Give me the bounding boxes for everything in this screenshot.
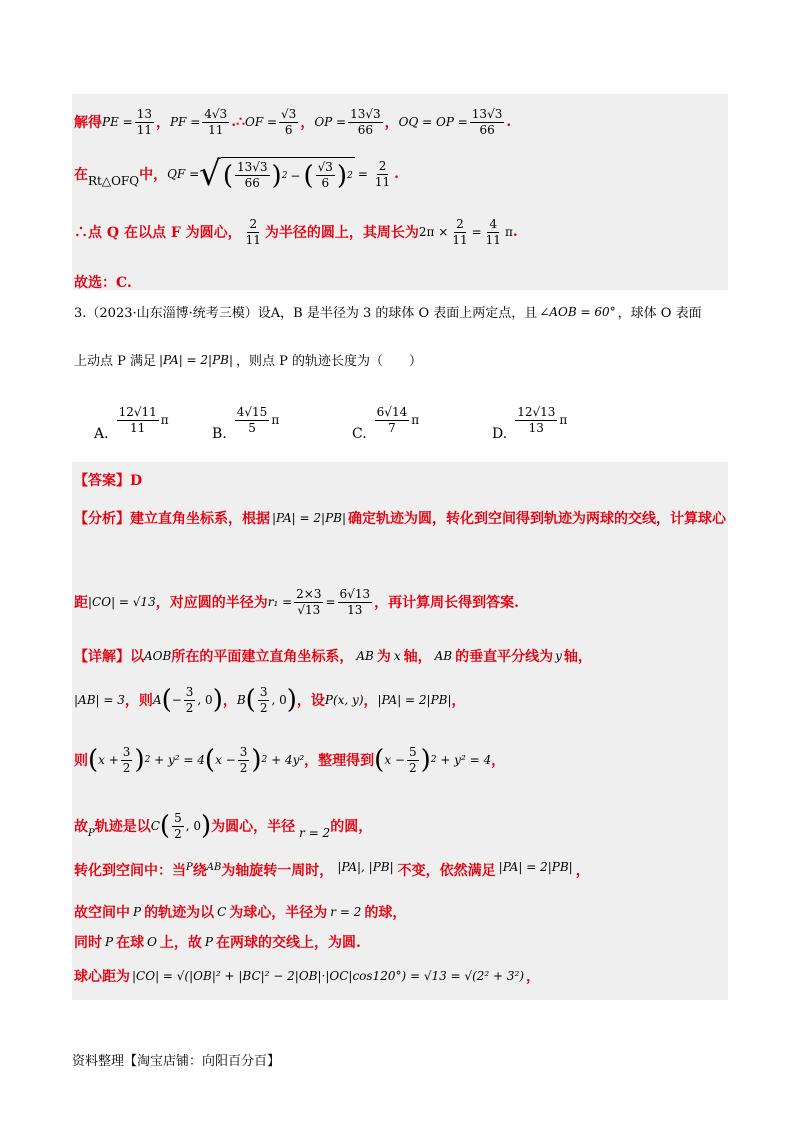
fraction: $\frac{2}{11}$ [245, 216, 261, 247]
solution-line-1: 解得 PE = $\frac{13}{11}$ ， PF = $\frac{4√3}{11}$ . ∴ OF = $\frac{√3}{6}$ ， OP = $\frac{13√3}{66}$ ， OQ = OP = $\frac{13√3}{66}$ . [74, 106, 512, 137]
fraction: $\frac{2}{11}$ [452, 216, 468, 247]
fraction: $\frac{2}{11}$ [374, 158, 391, 189]
detail-line-4: 故 P 轨迹是以 C ( $\frac{5}{2}$ , 0 ) 为圆心，半径 r = 2 的圆， [74, 810, 373, 841]
option-b[interactable]: B. $\frac{4√15}{5}$ π [212, 404, 280, 442]
detail-line-1: 【详解】以 AOB 所在的平面建立直角坐标系， AB 为 x 轴， AB 的垂直平分线为 y 轴， [74, 649, 592, 665]
option-c[interactable]: C. $\frac{6√14}{7}$ π [352, 404, 420, 442]
radical-sign: √ [199, 154, 221, 194]
answer-choice-line: 故选：C. [74, 275, 132, 291]
footer-source: 资料整理【淘宝店铺：向阳百分百】 [72, 1054, 281, 1069]
fraction: $\frac{2\times 3}{√13}$ [296, 586, 322, 617]
detail-line-2: |AB| = 3 ，则 A ( − $\frac{3}{2}$ , 0 ) ， B ( $\frac{3}{2}$ , 0 ) ，设 P(x, y) ， |PA| = 2|PB| ， [74, 684, 466, 715]
radicand: ( $\frac{13√3}{66}$ ) 2 − ( $\frac{√3}{6}$ ) 2 [221, 157, 355, 191]
question-line-2: 上动点 P 满足 |PA| = 2|PB| ，则点 P 的轨迹长度为（ ） [74, 352, 423, 369]
fraction: $\frac{√3}{6}$ [281, 106, 297, 137]
question-line-1: 3.（2023·山东淄博·统考三模）设 A，B 是半径为 3 的球体 O 表面上两定点，且 ∠AOB = 60° ，球体 O 表面 [74, 304, 702, 321]
fraction: $\frac{13√3}{66}$ [350, 106, 381, 137]
option-d[interactable]: D. $\frac{12√13}{13}$ π [492, 404, 568, 442]
detail-line-5: 转化到空间中：当 P 绕 AB 为轴旋转一周时， |PA|, |PB| 不变，依然满足 |PA| = 2|PB| ， [74, 860, 590, 879]
detail-line-8: 球心距为 |CO| = √(|OB|² + |BC|² − 2|OB|·|OC|cos120°) = √13 = √(2² + 3²) ， [74, 969, 541, 985]
solution-line-3: ∴点 Q 在以点 F 为圆心， $\frac{2}{11}$ 为半径的圆上，其周长为 2π × $\frac{2}{11}$ = $\frac{4}{11}$ π . [74, 216, 518, 247]
option-a[interactable]: A. $\frac{12√11}{11}$ π [94, 404, 169, 442]
fraction: $\frac{4√3}{11}$ [204, 106, 228, 137]
analysis-line-1: 【分析】建立直角坐标系，根据 |PA| = 2|PB| 确定轨迹为圆，转化到空间得到轨迹为两球的交线，计算球心 [74, 511, 727, 527]
detail-line-3: 则 ( x + $\frac{3}{2}$ ) 2 + y² = 4 ( x − $\frac{3}{2}$ ) 2 + 4y² ，整理得到 ( x − $\frac{5}{2}$ ) 2 + y² = 4 ， [74, 744, 506, 775]
fraction: $\frac{6√13}{13}$ [339, 586, 371, 617]
detail-line-7: 同时 P 在球 O 上，故 P 在两球的交线上，为圆. [74, 935, 361, 951]
detail-line-6: 故空间中 P 的轨迹为以 C 为球心，半径为 r = 2 的球， [74, 905, 407, 921]
fraction: $\frac{13}{11}$ [136, 106, 152, 137]
fraction: $\frac{13√3}{66}$ [471, 106, 503, 137]
analysis-line-2: 距 |CO| = √13 ，对应圆的半径为 r₁ = $\frac{2\times 3}{√13}$ = $\frac{6√13}{13}$ ，再计算周长得到答案. [74, 586, 519, 617]
solution-line-2: 在 Rt△OFQ 中， QF = √ ( $\frac{13√3}{66}$ ) 2 − ( $\frac{√3}{6}$ ) 2 = $\frac{2}{11}$ . [74, 154, 400, 194]
answer-label: 【答案】D [74, 473, 143, 489]
fraction: $\frac{4}{11}$ [485, 216, 501, 247]
